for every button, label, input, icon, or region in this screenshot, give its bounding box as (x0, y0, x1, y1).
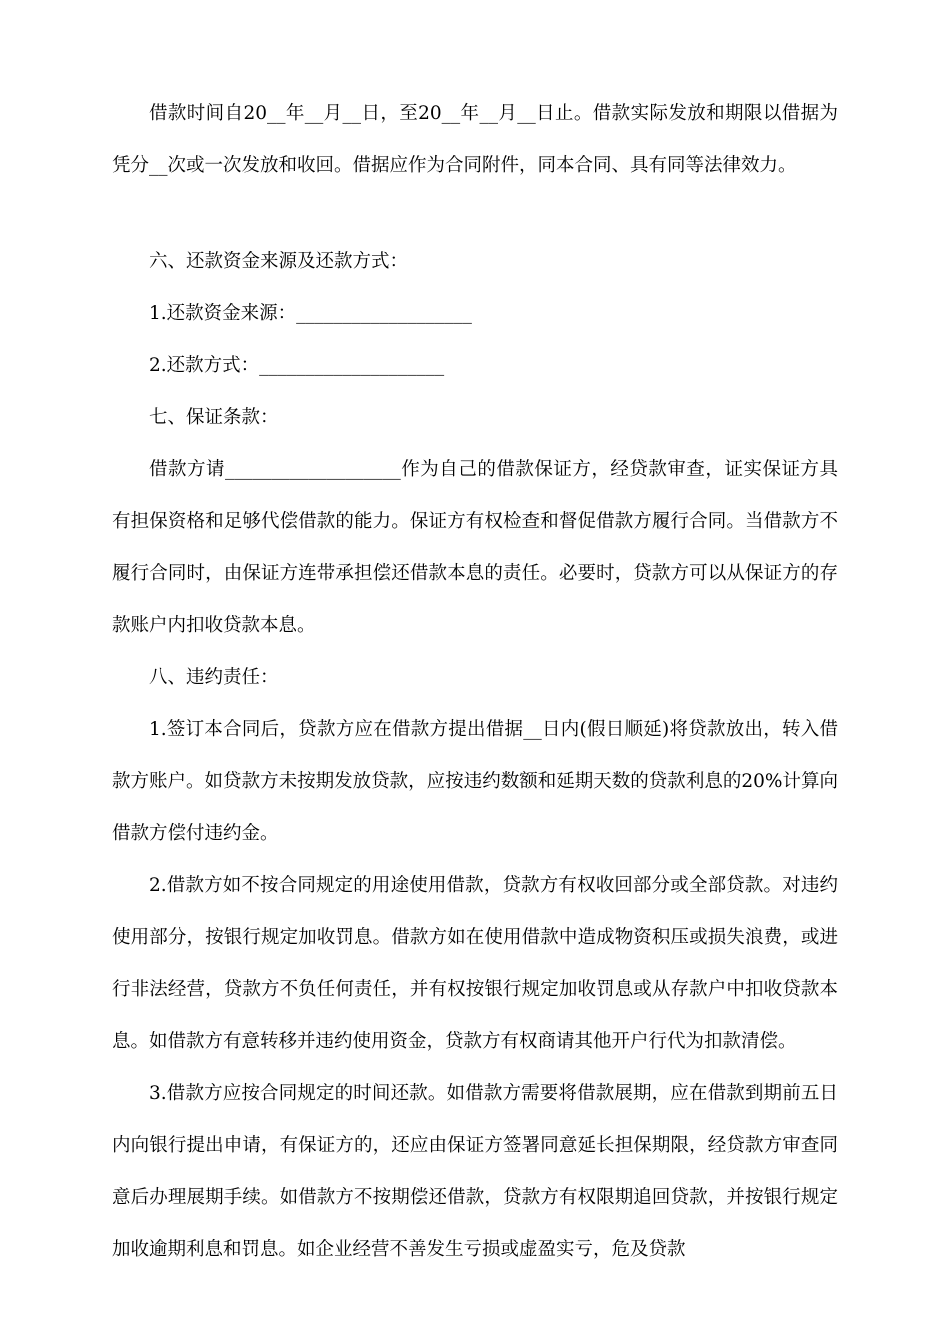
repayment-method-line: 2.还款方式：____________________ (149, 355, 445, 376)
paragraph-liability-2: 2.借款方如不按合同规定的用途使用借款，贷款方有权收回部分或全部贷款。对违约使用部分，按银行规定加收罚息。借款方如在使用借款中造成物资积压或损失浪费，或进行非法经营，贷款方不负任何责任，并有权按银行规定加收罚息或从存款户中扣收贷款本息。如借款方有意转移并违约使用资金，贷款方有权商请其他开户行代为扣款清偿。 (112, 875, 838, 1052)
paragraph-liability-3: 3.借款方应按合同规定的时间还款。如借款方需要将借款展期，应在借款到期前五日内向银行提出申请，有保证方的，还应由保证方签署同意延长担保期限，经贷款方审查同意后办理展期手续。如借款方不按期偿还借款，贷款方有权限期追回贷款，并按银行规定加收逾期利息和罚息。如企业经营不善发生亏损或虚盈实亏，危及贷款 (112, 1083, 838, 1260)
paragraph-liability-1: 1.签订本合同后，贷款方应在借款方提出借据__日内(假日顺延)将贷款放出，转入借款方账户。如贷款方未按期发放贷款，应按违约数额和延期天数的贷款利息的20%计算向借款方偿付违约金。 (112, 719, 838, 844)
section-heading-repayment: 六、还款资金来源及还款方式： (149, 251, 409, 272)
paragraph-guarantee: 借款方请___________________作为自己的借款保证方，经贷款审查，证实保证方具有担保资格和足够代偿借款的能力。保证方有权检查和督促借款方履行合同。当借款方不履行合同时，由保证方连带承担偿还借款本息的责任。必要时，贷款方可以从保证方的存款账户内扣收贷款本息。 (112, 459, 838, 636)
paragraph-gap (112, 192, 838, 236)
section-heading-guarantee: 七、保证条款： (149, 407, 279, 428)
repayment-source-line: 1.还款资金来源：___________________ (149, 303, 472, 324)
section-heading-liability: 八、违约责任： (149, 667, 279, 688)
paragraph-loan-period: 借款时间自20__年__月__日，至20__年__月__日止。借款实际发放和期限以借据为凭分__次或一次发放和收回。借据应作为合同附件，同本合同、具有同等法律效力。 (112, 103, 838, 176)
